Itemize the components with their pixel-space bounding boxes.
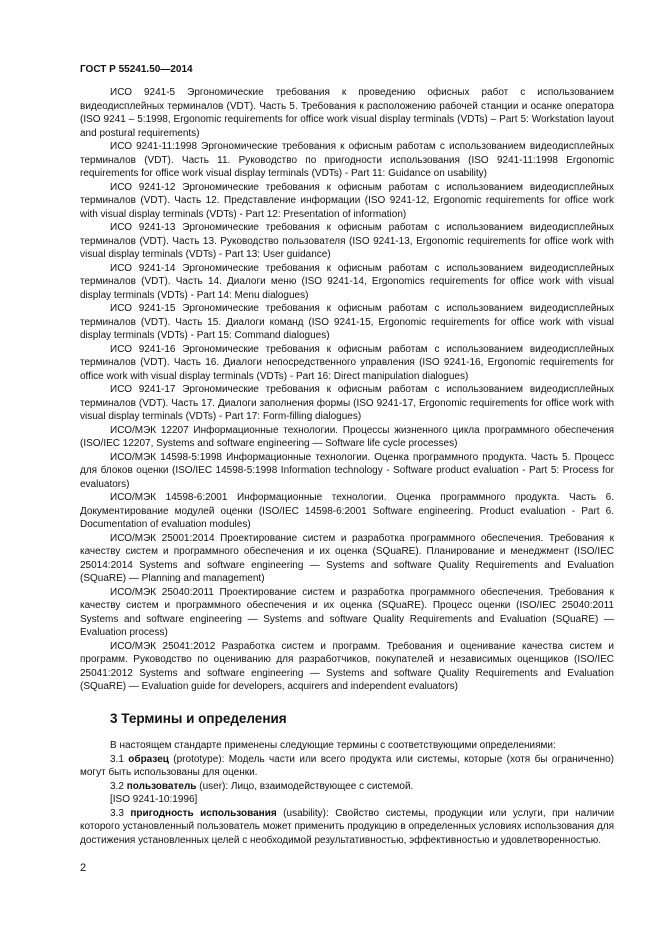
term-definition-3-3 bbox=[80, 807, 614, 848]
reference-item: ИСО 9241-14 Эргономические требования к офисным работам с использованием видеодисплейных терминалов (VDT). Часть 14. Диалоги меню (ISO 9241-14, Ergonomics requirements for office work with visual display terminals (VDTs) - Part 14: Menu dialogues) bbox=[80, 262, 614, 301]
term-name: пользователь bbox=[126, 780, 197, 792]
reference-item: ИСО/МЭК 14598-5:1998 Информационные технологии. Оценка программного продукта. Часть 5. Процесс для блоков оценки (ISO/IEC 14598-5:1998 Information technology - Software product evaluation - Part 5: Process for evaluators) bbox=[80, 451, 614, 490]
reference-item: ИСО/МЭК 14598-6:2001 Информационные технологии. Оценка программного продукта. Часть 6. Документирование модулей оценки (ISO/IEC 14598-6:2001 Software engineering. Product evaluation - Part 6. Documentation of evaluation modules) bbox=[80, 492, 614, 530]
reference-item: ИСО 9241-12 Эргономические требования к офисным работам с использованием видеодисплейных терминалов (VDT). Часть 12. Представление информации (ISO 9241-12, Ergonomic requirements for office work with visual display terminals (VDTs) - Part 12: Presentation of information) bbox=[80, 181, 614, 220]
term-text: (prototype): Модель части или всего продукта или системы, которые (хотя бы ограниченно) могут быть использованы для оценки. bbox=[80, 753, 615, 778]
reference-item: ИСО/МЭК 25040:2011 Проектирование систем и разработка программного обеспечения. Требования к качеству систем и программного обеспечения и их оценка (SQuaRE). Процесс оценки (ISO/IEC 25040:2011 Systems and software engineering — Systems and software Quality Requirements and Evaluation (SQuaRE) — Evaluation process) bbox=[80, 586, 614, 638]
reference-item: ИСО 9241-15 Эргономические требования к офисным работам с использованием видеодисплейных терминалов (VDT). Часть 15. Диалоги команд (ISO 9241-15, Ergonomic requirements for office work with visual display terminals (VDTs) - Part 15: Command dialogues) bbox=[80, 303, 614, 341]
reference-item: ИСО 9241-11:1998 Эргономические требования к офисным работам с использованием видеодисплейных терминалов (VDT). Часть 11. Руководство по пригодности использования (ISO 9241-11:1998 Ergonomic requirements for office work visual display terminals (VDTs) - Part 11: Guidance on usability) bbox=[80, 141, 614, 179]
reference-item: ИСО 9241-16 Эргономические требования к офисным работам с использованием видеодисплейных терминалов (VDT). Часть 16. Диалоги непосредственного управления (ISO 9241-16, Ergonomic requirements for office work with visual display terminals (VDTs) - Part 16: Direct manipulation dialogues) bbox=[80, 343, 614, 382]
page-number: 2 bbox=[80, 862, 87, 874]
term-definition-3-1 bbox=[80, 753, 614, 780]
term-name: образец bbox=[128, 753, 169, 765]
section-intro: В настоящем стандарте применены следующие термины с соответствующими определениями: bbox=[110, 740, 556, 751]
document-header: ГОСТ Р 55241.50—2014 bbox=[80, 64, 193, 75]
reference-item: ИСО/МЭК 25041:2012 Разработка систем и программ. Требования и оценивание качества систем и программ. Руководство по оцениванию для разработчиков, покупателей и независимых оценщиков (ISO/IEC 25041:2012 Systems and software engineering — Systems and software Quality Requirements and Evaluation (SQuaRE) — Evaluation guide for developers, acquirers and independent evaluators) bbox=[80, 640, 614, 692]
term-source: [ISO 9241-10:1996] bbox=[110, 794, 198, 805]
term-name: пригодность использования bbox=[130, 807, 277, 819]
reference-item: ИСО 9241-13 Эргономические требования к офисным работам с использованием видеодисплейных терминалов (VDT). Часть 13. Руководство пользователя (ISO 9241-13, Ergonomic requirements for office work with visual display terminals (VDTs) - Part 13: User guidance) bbox=[80, 222, 614, 260]
term-number: 3.1 bbox=[110, 753, 124, 765]
term-definition-3-2 bbox=[80, 780, 614, 794]
term-text: (usability): Свойство системы, продукции или услуги, при наличии которого установленный пользователь может применить продукцию в определенных условиях использования для достижения установленных целей с необходимой результативностью, эффективностью и удовлетворенностью. bbox=[80, 807, 615, 846]
reference-item: ИСО/МЭК 12207 Информационные технологии. Процессы жизненного цикла программного обеспечения (ISO/IEC 12207, Systems and software engineering — Software life cycle processes) bbox=[80, 424, 614, 449]
section-heading: 3 Термины и определения bbox=[110, 710, 287, 726]
term-text: (user): Лицо, взаимодействующее с системой. bbox=[199, 780, 414, 792]
term-number: 3.2 bbox=[110, 780, 124, 792]
term-number: 3.3 bbox=[110, 807, 124, 819]
page-content bbox=[80, 86, 614, 847]
reference-item: ИСО/МЭК 25001:2014 Проектирование систем и разработка программного обеспечения. Требования к качеству систем и программного обеспечения и их оценка (SQuaRE). Планирование и менеджмент (ISO/IEC 25014:2014 Systems and software engineering — Systems and software Quality Requirements and Evaluation (SQuaRE) — Planning and management) bbox=[80, 532, 614, 584]
reference-item: ИСО 9241-5 Эргономические требования к проведению офисных работ с использованием видеодисплейных терминалов (VDT). Часть 5. Требования к расположению рабочей станции и осанке оператора (ISO 9241 – 5:1998, Ergonomic requirements for office work visual display terminals (VDTs) – Part 5: Workstation layout and postural requirements) bbox=[80, 87, 614, 139]
reference-item: ИСО 9241-17 Эргономические требования к офисным работам с использованием видеодисплейных терминалов (VDT). Часть 17. Диалоги заполнения формы (ISO 9241-17, Ergonomic requirements for office work with visual display terminals (VDTs) - Part 17: Form-filling dialogues) bbox=[80, 384, 614, 422]
